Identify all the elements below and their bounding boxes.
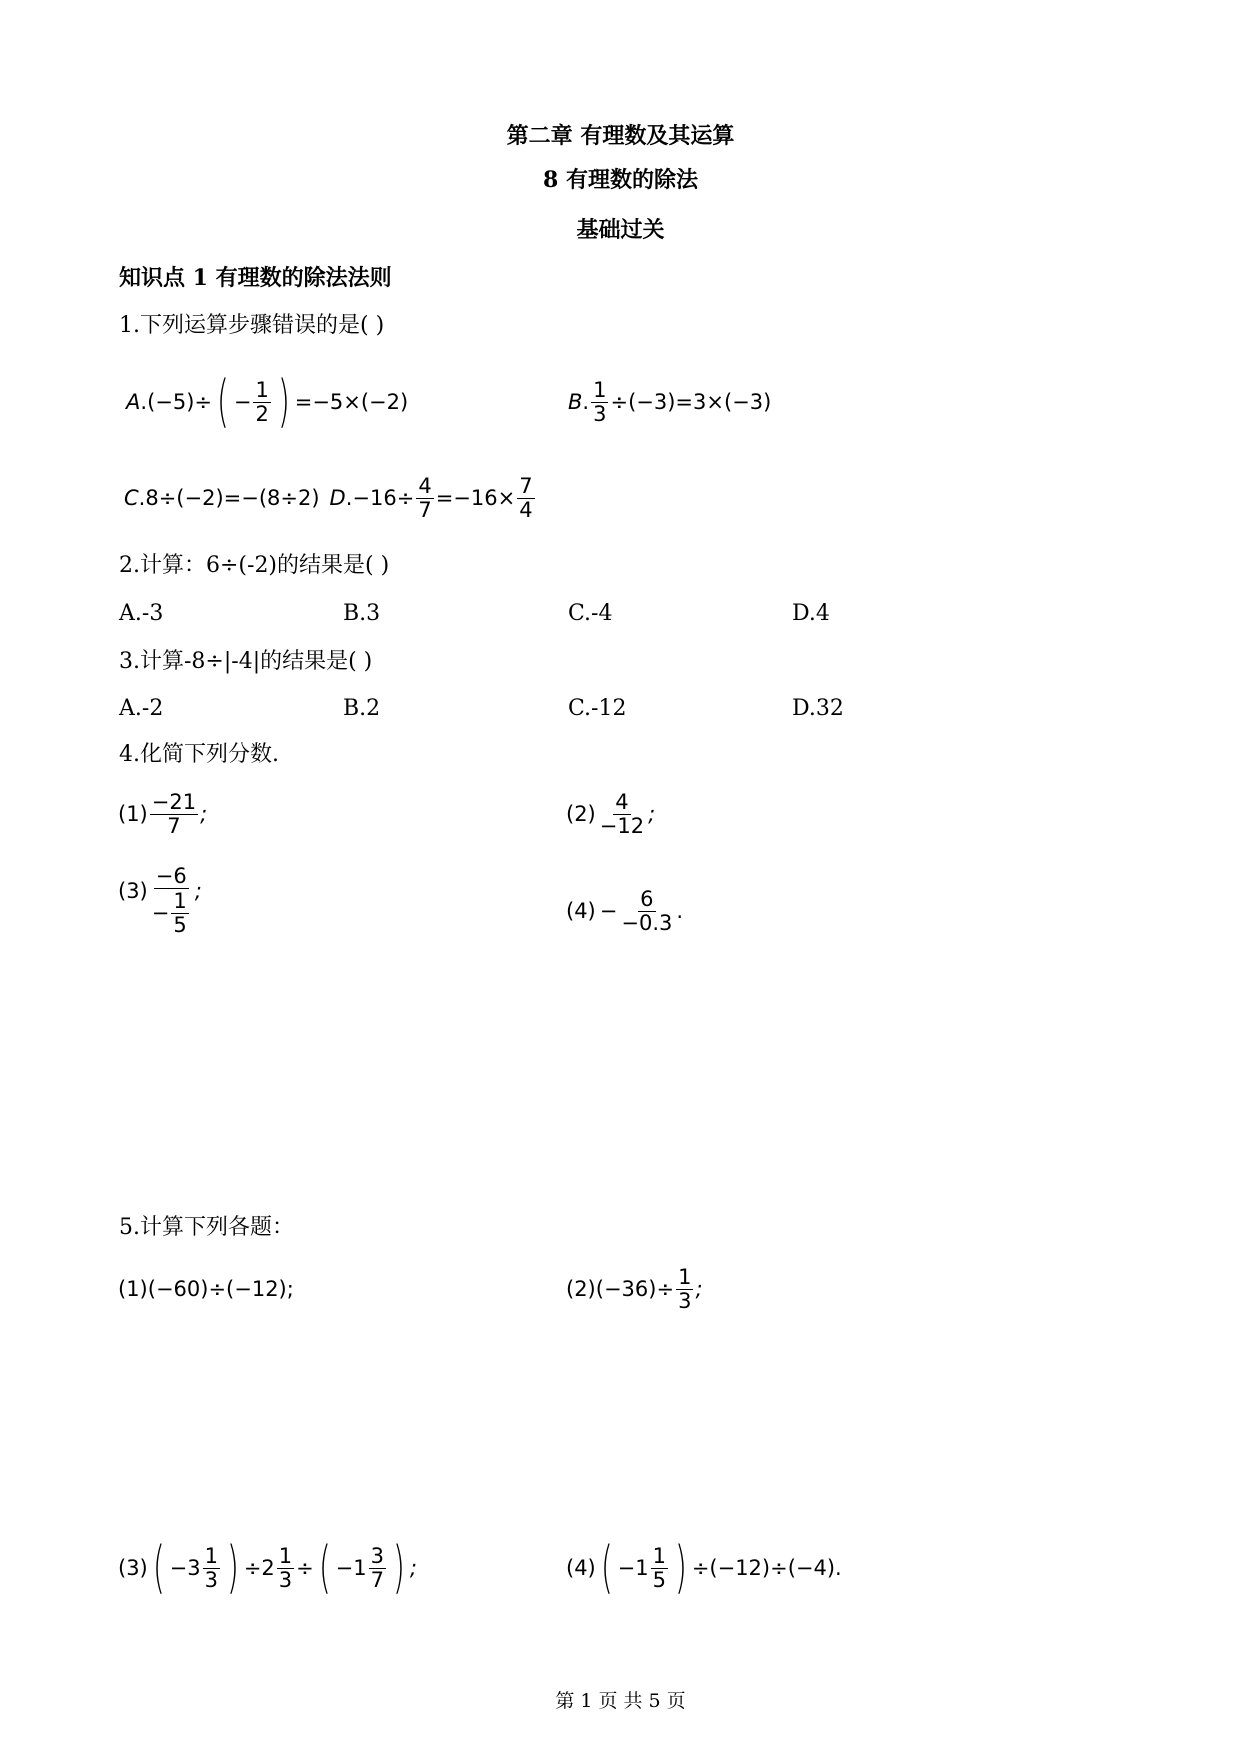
q5-part-4-whole-1: −1 xyxy=(617,1556,649,1580)
q1-option-c xyxy=(124,466,537,530)
left-paren-icon: ( xyxy=(318,1535,331,1601)
right-paren-icon: ) xyxy=(277,369,290,435)
q3-stem: 3.计算-8÷|-4|的结果是( ) xyxy=(119,649,373,674)
q3-option-b: B.2 xyxy=(343,696,381,721)
right-paren-icon: ) xyxy=(392,1535,405,1601)
q4-part-3-fraction: −6 − $\frac{1}{5}$ xyxy=(151,864,187,937)
q1-option-d-fraction-2: $\frac{7}{4}$ xyxy=(519,473,533,522)
page-footer: 第 1 页 共 5 页 xyxy=(555,1690,686,1712)
q4-part-1-end: ; xyxy=(200,802,208,826)
q5-stem: 5.计算下列各题： xyxy=(119,1215,294,1240)
q5-part-3-end: ; xyxy=(409,1556,417,1580)
q1-option-a-rhs: =−5×(−2) xyxy=(294,390,409,414)
q5-part-3-fraction-1: $\frac{1}{3}$ xyxy=(204,1543,218,1592)
section-title: 8 有理数的除法 xyxy=(543,167,698,193)
q5-part-3 xyxy=(118,1536,417,1600)
q1-option-b-rhs: ÷(−3)=3×(−3) xyxy=(610,390,772,414)
q2-option-a: A.-3 xyxy=(119,601,164,626)
q2-stem: 2.计算：6÷(-2)的结果是( ) xyxy=(119,553,390,578)
q4-part-2-end: ; xyxy=(648,802,656,826)
q1-option-c-expr: .8÷(−2)=−(8÷2) xyxy=(138,486,320,510)
q4-part-4-fraction: $\frac{6}{-0.3}$ xyxy=(621,886,673,935)
q2-option-d: D.4 xyxy=(792,601,830,626)
q1-option-a-lhs: (−5)÷ xyxy=(147,390,213,414)
q4-part-4-end: . xyxy=(676,899,684,923)
q1-stem: 1.下列运算步骤错误的是( ) xyxy=(119,313,385,338)
q5-part-1 xyxy=(118,1264,294,1314)
q5-part-2-lhs: (−36)÷ xyxy=(595,1277,675,1301)
q4-part-1 xyxy=(118,785,207,843)
q4-part-3-inner-fraction: $\frac{1}{5}$ xyxy=(173,889,187,937)
q4-part-4-label: (4) xyxy=(566,899,596,923)
q4-part-2 xyxy=(566,785,655,843)
knowledge-point-title: 知识点 1 有理数的除法法则 xyxy=(119,265,392,291)
q3-option-d: D.32 xyxy=(792,696,844,721)
q1-option-d-fraction-1: $\frac{4}{7}$ xyxy=(418,473,432,522)
q5-part-2 xyxy=(566,1260,703,1318)
q4-part-2-label: (2) xyxy=(566,802,596,826)
q5-part-1-expr: (−60)÷(−12); xyxy=(147,1277,294,1301)
q5-part-2-end: ; xyxy=(695,1277,703,1301)
right-paren-icon: ) xyxy=(674,1535,687,1601)
right-paren-icon: ) xyxy=(226,1535,239,1601)
chapter-title: 第二章 有理数及其运算 xyxy=(506,123,735,149)
q5-part-4-rest: ÷(−12)÷(−4). xyxy=(691,1556,842,1580)
q3-option-c: C.-12 xyxy=(568,696,627,721)
q4-part-3-den-sign: − xyxy=(151,901,170,925)
q1-option-b-fraction: $\frac{1}{3}$ xyxy=(593,377,607,426)
q5-part-3-fraction-3: $\frac{3}{7}$ xyxy=(370,1543,384,1592)
q5-part-3-mid-2: ÷ xyxy=(296,1556,314,1580)
q5-part-2-fraction: $\frac{1}{3}$ xyxy=(678,1264,692,1313)
left-paren-icon: ( xyxy=(216,369,229,435)
q1-option-c-letter: C xyxy=(124,486,139,510)
q1-option-a-letter: A xyxy=(126,390,141,414)
q4-part-1-fraction: $\frac{-21}{7}$ xyxy=(151,789,197,838)
q4-stem: 4.化简下列分数. xyxy=(119,742,279,767)
q1-option-d-letter: D xyxy=(329,486,346,510)
q5-part-1-label: (1) xyxy=(118,1277,148,1301)
q4-part-3 xyxy=(118,865,202,955)
q5-part-4-label: (4) xyxy=(566,1556,596,1580)
q1-option-b: B . $\frac{1}{3}$ ÷(−3)=3×(−3) xyxy=(568,377,772,426)
left-paren-icon: ( xyxy=(152,1535,165,1601)
q5-part-4 xyxy=(566,1536,842,1600)
q1-option-d-lhs: .−16÷ xyxy=(345,486,415,510)
q1-option-b-letter: B xyxy=(568,390,583,414)
q1-option-a-fraction: $\frac{1}{2}$ xyxy=(255,377,269,426)
q4-part-3-label: (3) xyxy=(118,879,148,903)
level-title: 基础过关 xyxy=(576,217,665,243)
q5-part-3-whole-3: −1 xyxy=(335,1556,367,1580)
q2-option-b: B.3 xyxy=(343,601,381,626)
q4-part-4-sign: − xyxy=(599,899,618,923)
q4-part-3-end: ; xyxy=(194,879,202,903)
q5-part-3-mid-1: ÷2 xyxy=(243,1556,275,1580)
q5-part-3-label: (3) xyxy=(118,1556,148,1580)
q1-option-a: A . (−5)÷ ( − $\frac{1}{2}$ ) =−5×(−2) xyxy=(126,369,409,435)
q1-option-d-mid: =−16× xyxy=(435,486,516,510)
q5-part-3-fraction-2: $\frac{1}{3}$ xyxy=(278,1543,293,1592)
q2-option-c: C.-4 xyxy=(568,601,613,626)
q5-part-2-label: (2) xyxy=(566,1277,596,1301)
q4-part-1-label: (1) xyxy=(118,802,148,826)
q4-part-4 xyxy=(566,882,683,940)
q3-option-a: A.-2 xyxy=(119,696,164,721)
left-paren-icon: ( xyxy=(600,1535,613,1601)
q5-part-4-fraction-1: $\frac{1}{5}$ xyxy=(652,1543,666,1592)
q5-part-3-whole-1: −3 xyxy=(169,1556,201,1580)
q4-part-2-fraction: $\frac{4}{-12}$ xyxy=(599,789,645,838)
